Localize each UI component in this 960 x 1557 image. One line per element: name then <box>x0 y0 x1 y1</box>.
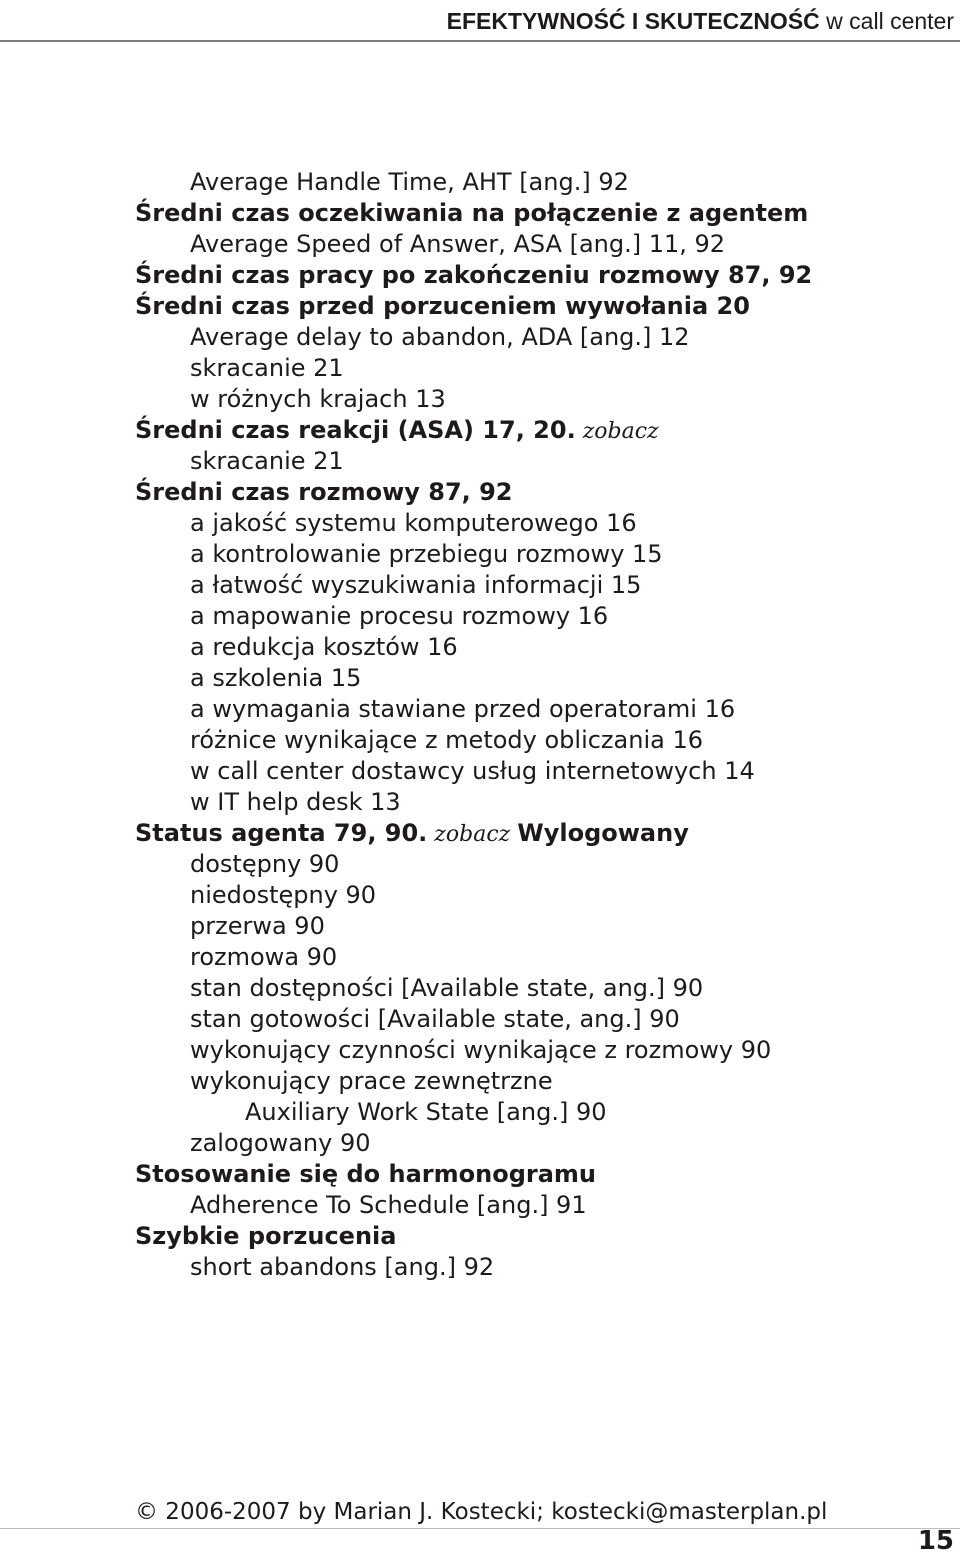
index-entry-text: Adherence To Schedule [ang.] 91 <box>190 1191 587 1219</box>
index-entry-text: Auxiliary Work State [ang.] 90 <box>245 1098 607 1126</box>
index-entry-text: rozmowa 90 <box>190 943 338 971</box>
index-entry-text: w call center dostawcy usług internetowych 14 <box>190 757 755 785</box>
running-header-subtitle: w call center <box>819 8 954 34</box>
index-entry-sub <box>135 167 945 198</box>
index-entry-sub <box>135 880 945 911</box>
index-entry-sub <box>135 1190 945 1221</box>
index-entry-main <box>135 1159 945 1190</box>
index-entry-text: różnice wynikające z metody obliczania 16 <box>190 726 703 754</box>
footer-rule <box>0 1528 960 1529</box>
index-entry-text: Status agenta 79, 90. <box>135 819 428 847</box>
index-entry-text: stan dostępności [Available state, ang.] 90 <box>190 974 704 1002</box>
index-entry-text: niedostępny 90 <box>190 881 377 909</box>
running-header-title: EFEKTYWNOŚĆ I SKUTECZNOŚĆ <box>446 8 820 34</box>
see-reference-target: Wylogowany <box>517 819 689 847</box>
index-entry-sub <box>135 911 945 942</box>
index-entry-sub <box>135 632 945 663</box>
index-entry-sub <box>135 725 945 756</box>
index-entry-text: a mapowanie procesu rozmowy 16 <box>190 602 609 630</box>
index-entry-sub <box>135 942 945 973</box>
index-entry-sub <box>135 570 945 601</box>
index-entry-sub <box>135 849 945 880</box>
index-entry-sub <box>135 1004 945 1035</box>
index-entry-text: Średni czas przed porzuceniem wywołania 20 <box>135 292 750 320</box>
index-entry-main <box>135 260 945 291</box>
index-entry-text: Average Speed of Answer, ASA [ang.] 11, 92 <box>190 230 726 258</box>
index-entry-text: Średni czas reakcji (ASA) 17, 20. <box>135 416 576 444</box>
copyright-notice: © 2006-2007 by Marian J. Kostecki; kostecki@masterplan.pl <box>135 1499 828 1525</box>
index-entry-main <box>135 291 945 322</box>
index-entry-text: zalogowany 90 <box>190 1129 371 1157</box>
index-entry-text: wykonujący prace zewnętrzne <box>190 1067 553 1095</box>
index-entry-text: a jakość systemu komputerowego 16 <box>190 509 637 537</box>
index-entry-text: a szkolenia 15 <box>190 664 362 692</box>
index-entry-text: w różnych krajach 13 <box>190 385 446 413</box>
see-reference: zobacz <box>427 822 518 847</box>
index-entry-text: Average Handle Time, AHT [ang.] 92 <box>190 168 629 196</box>
index-entry-sub <box>135 1066 945 1097</box>
index-entry-text: a kontrolowanie przebiegu rozmowy 15 <box>190 540 663 568</box>
index-entry-main <box>135 1221 945 1252</box>
index-entry-sub <box>135 787 945 818</box>
index-entry-text: stan gotowości [Available state, ang.] 90 <box>190 1005 680 1033</box>
index-entry-text: Average delay to abandon, ADA [ang.] 12 <box>190 323 690 351</box>
index-entry-sub <box>135 1035 945 1066</box>
index-entry-text: w IT help desk 13 <box>190 788 401 816</box>
running-header <box>447 6 954 36</box>
index-entry-sub <box>135 663 945 694</box>
index-entry-sub <box>135 694 945 725</box>
index-entry-sub <box>135 601 945 632</box>
index-entry-text: skracanie 21 <box>190 447 344 475</box>
index-entry-sub <box>135 446 945 477</box>
index-entry-text: short abandons [ang.] 92 <box>190 1253 495 1281</box>
index-list <box>135 167 945 1283</box>
page-number: 15 <box>917 1526 954 1556</box>
index-entry-text: Średni czas rozmowy 87, 92 <box>135 478 513 506</box>
index-entry-text: a redukcja kosztów 16 <box>190 633 458 661</box>
header-rule <box>0 40 960 42</box>
index-entry-text: dostępny 90 <box>190 850 340 878</box>
index-entry-text: a łatwość wyszukiwania informacji 15 <box>190 571 642 599</box>
index-entry-sub <box>135 508 945 539</box>
index-entry-text: wykonujący czynności wynikające z rozmowy 90 <box>190 1036 772 1064</box>
see-reference: zobacz <box>575 419 659 444</box>
index-entry-text: Szybkie porzucenia <box>135 1222 397 1250</box>
index-entry-sub <box>135 756 945 787</box>
index-entry-sub <box>135 353 945 384</box>
index-entry-sub <box>135 322 945 353</box>
index-entry-text: przerwa 90 <box>190 912 325 940</box>
index-entry-text: skracanie 21 <box>190 354 344 382</box>
index-entry-main <box>135 198 945 229</box>
index-entry-text: Stosowanie się do harmonogramu <box>135 1160 596 1188</box>
index-entry-sub <box>135 384 945 415</box>
index-entry-main <box>135 415 945 446</box>
index-entry-text: Średni czas oczekiwania na połączenie z agentem <box>135 199 809 227</box>
index-entry-sub <box>135 539 945 570</box>
index-entry-sub <box>135 1252 945 1283</box>
index-entry-main <box>135 818 945 849</box>
index-entry-sub <box>135 229 945 260</box>
index-entry-sub <box>135 973 945 1004</box>
index-entry-text: Średni czas pracy po zakończeniu rozmowy 87, 92 <box>135 261 813 289</box>
index-entry-sub <box>135 1097 945 1128</box>
index-entry-sub <box>135 1128 945 1159</box>
index-entry-text: a wymagania stawiane przed operatorami 16 <box>190 695 736 723</box>
index-entry-main <box>135 477 945 508</box>
